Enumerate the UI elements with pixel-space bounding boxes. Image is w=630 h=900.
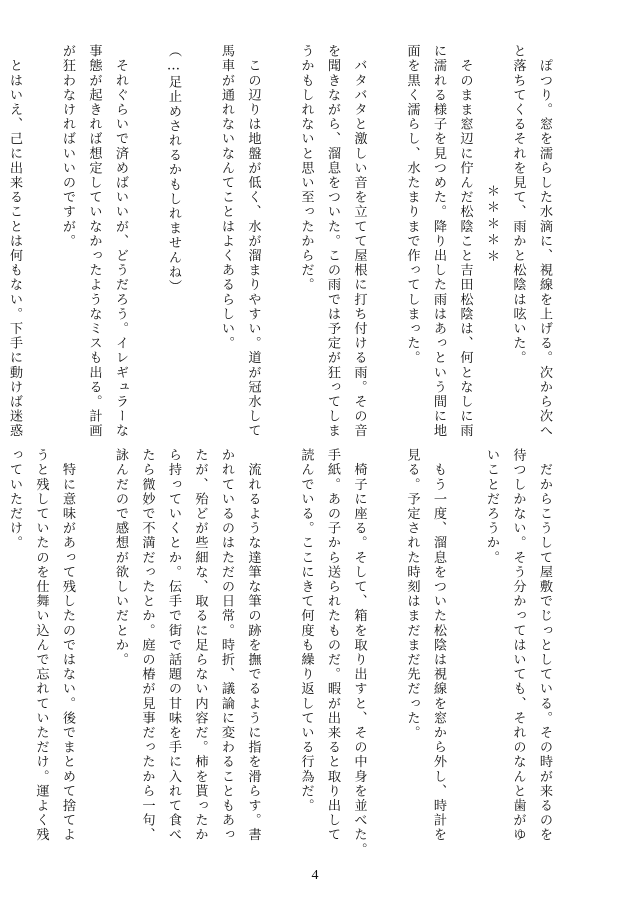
- text-column: 詠んだので感想が欲しいだとか。: [113, 448, 128, 667]
- text-column: （…足止めされるかもしれませんね）: [166, 44, 181, 294]
- text-column: だからこうして屋敷でじっとしている。その時が来るのを: [537, 448, 552, 843]
- text-column: とはいえ、己に出来ることは何もない。下手に動けば迷惑: [7, 44, 22, 439]
- text-column: に濡れる様子を見つめた。降り出した雨はあっという間に地: [431, 44, 446, 439]
- bottom-text-block: [7, 448, 554, 858]
- text-column: もう一度、溜息をついた松陰は視線を窓から外し、時計を: [431, 448, 446, 843]
- text-column: 手紙。あの子から送られたものだ。暇が出来ると取り出して: [325, 448, 340, 843]
- top-text-block: [7, 44, 554, 439]
- text-column: 面を黒く濡らし、水たまりまで作ってしまった。: [404, 44, 420, 366]
- section-break: ＊＊＊＊＊: [484, 184, 499, 265]
- page-number: 4: [311, 868, 319, 883]
- text-column: たら微妙で不満だったとか。庭の椿が見事だったから一句、: [139, 448, 155, 843]
- text-column: かれているのはただの日常。時折、議論に変わることもあっ: [219, 448, 234, 843]
- text-column: 椅子に座る。そして、箱を取り出すと、その中身を並べた。: [351, 448, 367, 857]
- text-column: を聞きながら、溜息をついた。この雨では予定が狂ってしま: [325, 44, 340, 439]
- text-column: が狂わなければいいのですが。: [60, 44, 75, 249]
- text-column: いことだろうか。: [484, 448, 499, 565]
- text-column: っていただけ。: [7, 448, 22, 551]
- text-column: この辺りは地盤が低く、水が溜まりやすい。道が冠水して: [245, 44, 261, 439]
- text-column: 馬車が通れないなんてことはよくあるらしい。: [219, 44, 234, 351]
- text-column: うかもしれないと思い至ったからだ。: [298, 44, 314, 293]
- text-column: うと残していたのを仕舞い込んで忘れていただけ。運よく残: [33, 448, 49, 843]
- text-column: 見る。予定された時刻はまだまだ先だった。: [404, 448, 420, 740]
- text-column: 特に意味があって残したのではない。後でまとめて捨てよ: [60, 448, 75, 843]
- text-column: ぽつり。窓を濡らした水滴に、視線を上げる。次から次へ: [537, 44, 552, 439]
- text-column: たが、殆どが些細な、取るに足らない内容だ。柿を貰ったか: [192, 448, 208, 843]
- text-column: ら持っていくとか。伝手で街で話題の甘味を手に入れて食べ: [166, 448, 181, 843]
- text-column: 事態が起きれば想定していなかったようなミスも出る。計画: [86, 44, 102, 439]
- text-column: と落ちてくるそれを見て、雨かと松陰は呟いた。: [510, 44, 526, 366]
- text-column: 流れるような達筆な筆の跡を撫でるように指を滑らす。書: [245, 448, 261, 843]
- text-column: 待つしかない。そう分かってはいても、それのなんと歯がゆ: [510, 448, 526, 843]
- text-column: 読んでいる。ここにきて何度も繰り返している行為だ。: [298, 448, 314, 813]
- text-column: そのまま窓辺に佇んだ松陰こと吉田松陰は、何となしに雨: [457, 44, 473, 439]
- text-column: それぐらいで済めばいいが、どうだろう。イレギュラーな: [113, 44, 128, 439]
- text-column: バタバタと激しい音を立てて屋根に打ち付ける雨。その音: [351, 44, 367, 439]
